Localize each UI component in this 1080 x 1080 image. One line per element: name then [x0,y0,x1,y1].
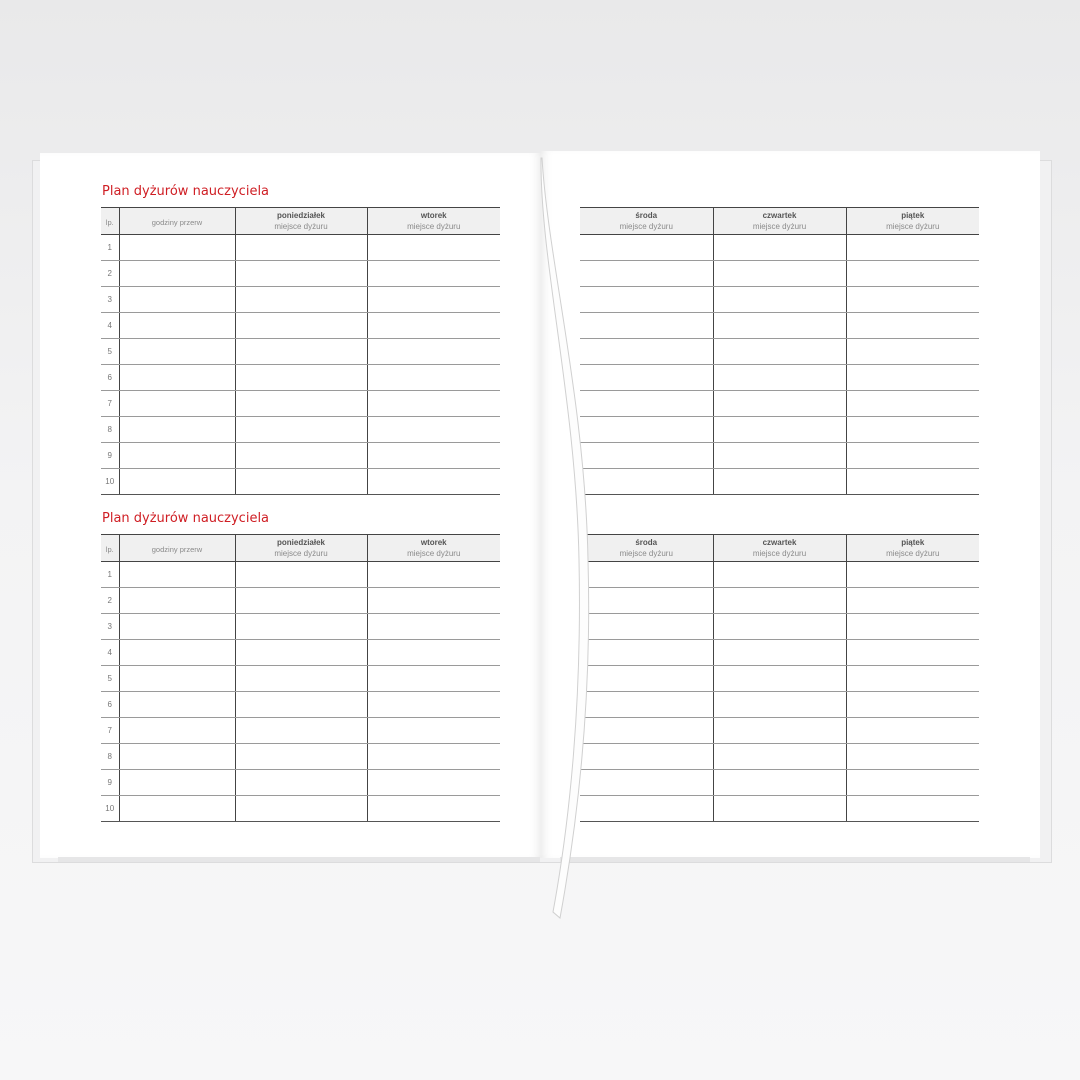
row-number: 7 [101,391,119,417]
row-number: 1 [101,562,119,588]
row-number: 7 [101,718,119,744]
lp-header: lp. [101,208,119,235]
row-number: 5 [101,339,119,365]
planner-title-bottom: Plan dyżurów nauczyciela [102,511,270,526]
day-header-friday: piątek miejsce dyżuru [846,535,979,562]
row-number: 9 [101,770,119,796]
day-header-thursday: czwartek miejsce dyżuru [713,535,846,562]
row-number: 5 [101,666,119,692]
day-header-tuesday: wtorek miejsce dyżuru [367,208,500,235]
lp-header: lp. [101,535,119,562]
row-number: 2 [101,588,119,614]
day-header-monday: poniedziałek miejsce dyżuru [235,535,367,562]
row-number: 10 [101,469,119,495]
row-number: 4 [101,640,119,666]
row-number: 4 [101,313,119,339]
day-header-tuesday: wtorek miejsce dyżuru [367,535,500,562]
row-number: 3 [101,614,119,640]
row-number: 2 [101,261,119,287]
hours-header: godziny przerw [119,535,235,562]
row-number: 9 [101,443,119,469]
row-number: 8 [101,744,119,770]
row-number: 6 [101,692,119,718]
hours-header: godziny przerw [119,208,235,235]
row-number: 3 [101,287,119,313]
planner-title-top: Plan dyżurów nauczyciela [102,184,270,199]
row-number: 1 [101,235,119,261]
day-header-wednesday: środa miejsce dyżuru [580,208,713,235]
row-number: 10 [101,796,119,822]
row-number: 8 [101,417,119,443]
row-number: 6 [101,365,119,391]
day-header-monday: poniedziałek miejsce dyżuru [235,208,367,235]
day-header-wednesday: środa miejsce dyżuru [580,535,713,562]
day-header-friday: piątek miejsce dyżuru [846,208,979,235]
day-header-thursday: czwartek miejsce dyżuru [713,208,846,235]
